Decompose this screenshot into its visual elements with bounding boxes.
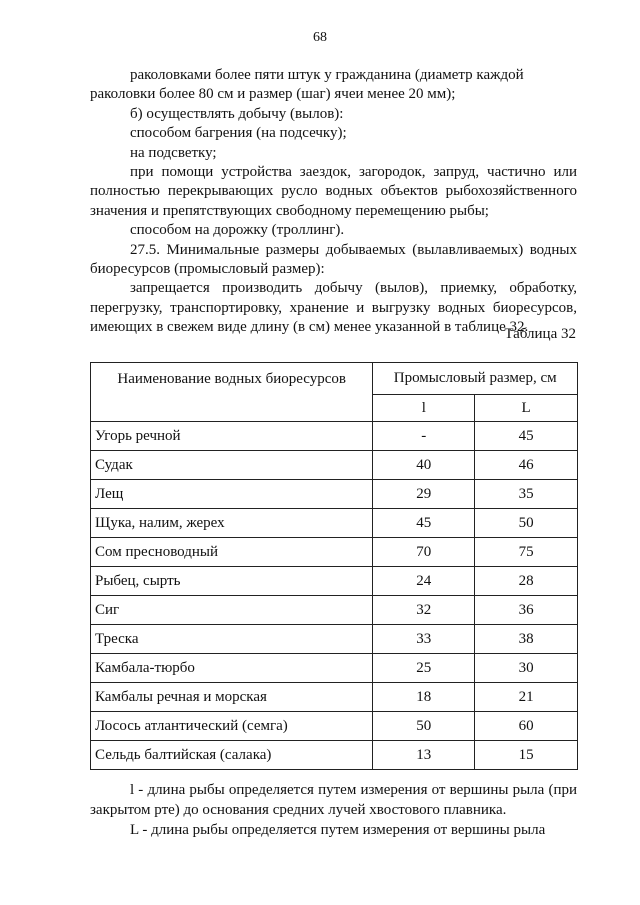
- table-row: [91, 683, 578, 712]
- size-L-cell: 75: [475, 538, 578, 567]
- fish-name-cell: Треска: [91, 625, 373, 654]
- table-row: [91, 625, 578, 654]
- size-L-cell: 30: [475, 654, 578, 683]
- paragraph: б) осуществлять добычу (вылов):: [130, 105, 344, 122]
- fish-name-cell: Угорь речной: [91, 422, 373, 451]
- table-row: [91, 712, 578, 741]
- size-l-cell: 18: [373, 683, 475, 712]
- fish-name-cell: Сельдь балтийская (салака): [91, 741, 373, 770]
- size-l-cell: 33: [373, 625, 475, 654]
- fish-name-cell: Судак: [91, 451, 373, 480]
- size-l-cell: -: [373, 422, 475, 451]
- size-L-cell: 28: [475, 567, 578, 596]
- note: l - длина рыбы определяется путем измерения от вершины рыла (при закрытом рте) до основания средних лучей хвостового плавника.: [90, 782, 577, 818]
- fish-name-cell: Рыбец, сырть: [91, 567, 373, 596]
- size-L-cell: 50: [475, 509, 578, 538]
- size-l-cell: 24: [373, 567, 475, 596]
- table-caption: Таблица 32: [504, 326, 576, 342]
- size-L-cell: 21: [475, 683, 578, 712]
- size-L-cell: 38: [475, 625, 578, 654]
- table-row: [91, 480, 578, 509]
- fish-name-cell: Сом пресноводный: [91, 538, 373, 567]
- notes: [90, 780, 577, 840]
- size-l-cell: 40: [373, 451, 475, 480]
- table-row: [91, 741, 578, 770]
- size-L-cell: 35: [475, 480, 578, 509]
- fish-name-cell: Лещ: [91, 480, 373, 509]
- fish-name-cell: Лосось атлантический (семга): [91, 712, 373, 741]
- table-row: [91, 567, 578, 596]
- table-row: [91, 538, 578, 567]
- size-l-cell: 45: [373, 509, 475, 538]
- table-row: [91, 596, 578, 625]
- fish-name-cell: Камбалы речная и морская: [91, 683, 373, 712]
- table-body: [91, 422, 578, 770]
- paragraph: на подсветку;: [130, 144, 217, 161]
- paragraph: раколовками более пяти штук у гражданина (диаметр каждой: [130, 67, 524, 83]
- subheader-L: L: [475, 395, 578, 422]
- fish-name-cell: Щука, налим, жерех: [91, 509, 373, 538]
- size-l-cell: 29: [373, 480, 475, 509]
- size-l-cell: 25: [373, 654, 475, 683]
- size-L-cell: 60: [475, 712, 578, 741]
- table-row: [91, 451, 578, 480]
- size-l-cell: 50: [373, 712, 475, 741]
- table-row: [91, 509, 578, 538]
- paragraph: 27.5. Минимальные размеры добываемых (вылавливаемых) водных биоресурсов (промысловый размер):: [90, 241, 577, 278]
- note: L - длина рыбы определяется путем измерения от вершины рыла: [130, 822, 546, 838]
- subheader-l: l: [373, 395, 475, 422]
- fish-name-cell: Сиг: [91, 596, 373, 625]
- size-L-cell: 46: [475, 451, 578, 480]
- page-number: 68: [313, 30, 327, 45]
- size-l-cell: 70: [373, 538, 475, 567]
- paragraph: способом багрения (на подсечку);: [130, 125, 347, 142]
- body-text: [90, 66, 577, 338]
- paragraph: при помощи устройства заездок, загородок, запруд, частично или полностью перекрывающих русло водных объектов рыбохозяйственного значения и препятствующих свободному перемещению рыбы;: [90, 164, 577, 219]
- paragraph: раколовки более 80 см и размер (шаг) ячеи менее 20 мм);: [90, 86, 456, 103]
- size-L-cell: 36: [475, 596, 578, 625]
- size-L-cell: 45: [475, 422, 578, 451]
- table-row: [91, 654, 578, 683]
- paragraph: запрещается производить добычу (вылов), приемку, обработку, перегрузку, транспортировку, хранение и выгрузку водных биоресурсов, имеющих в свежем виде длину (в см) менее указанной в таблице 32.: [90, 280, 577, 336]
- column-header-size: Промысловый размер, см: [373, 363, 578, 395]
- size-l-cell: 13: [373, 741, 475, 770]
- minimum-size-table: [90, 362, 578, 770]
- fish-name-cell: Камбала-тюрбо: [91, 654, 373, 683]
- size-L-cell: 15: [475, 741, 578, 770]
- paragraph: способом на дорожку (троллинг).: [130, 222, 345, 239]
- size-l-cell: 32: [373, 596, 475, 625]
- table-row: [91, 422, 578, 451]
- column-header-name: Наименование водных биоресурсов: [91, 363, 373, 422]
